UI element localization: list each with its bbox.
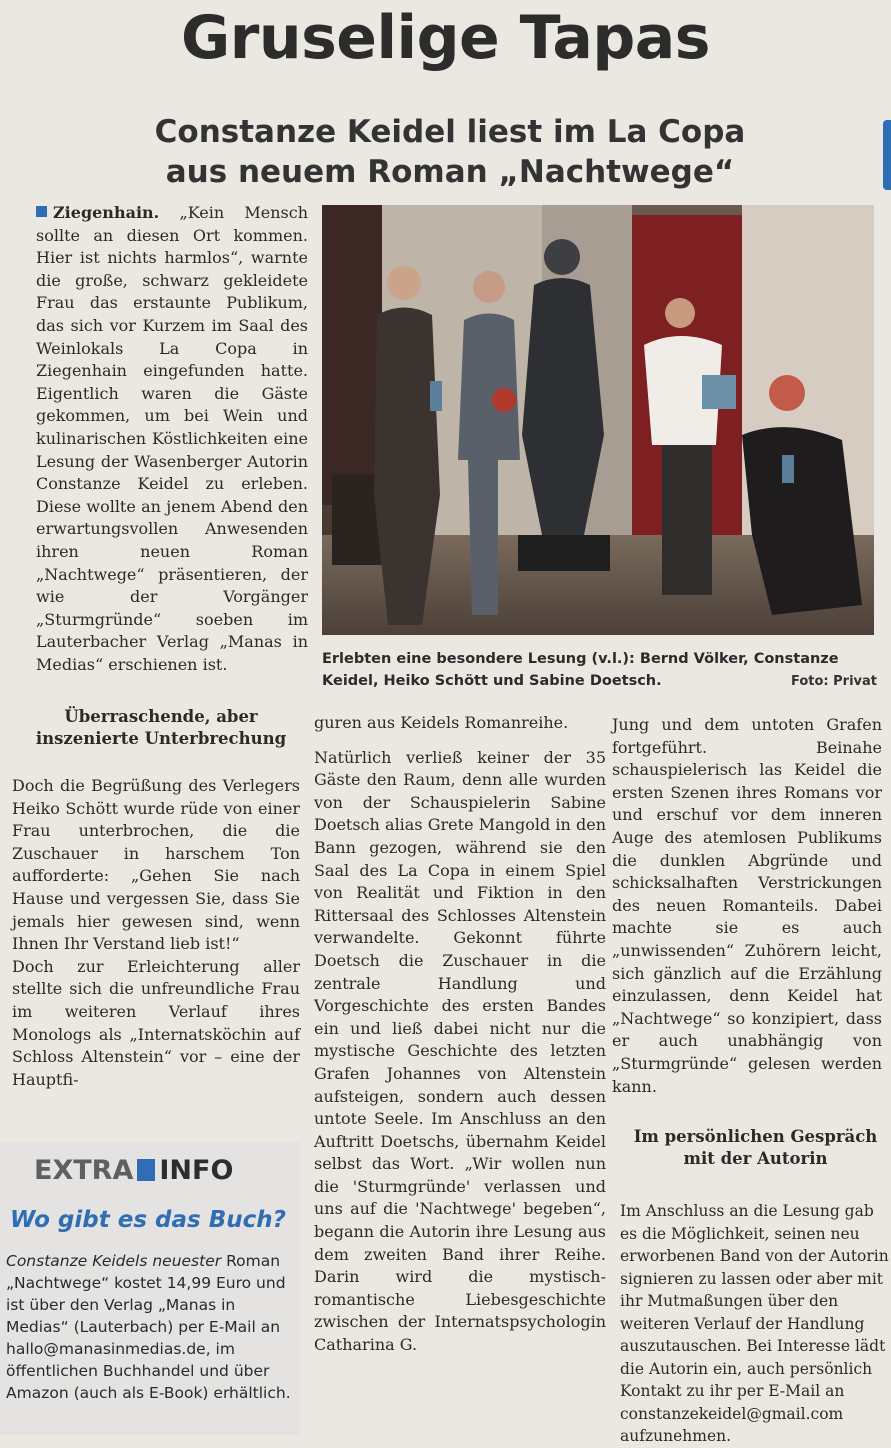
column3-paragraph-1: Jung und dem untoten Grafen fortgeführt. Beinahe schauspielerisch las Keidel die ersten Szenen ihres Romans vor und erschuf vor dem inneren Auge des atemlosen Publikums die dunklen Abgründe und schicksalhaften Verstrickungen des neuen Romanteils. Dabei machte sie es auch „unwissenden“ Zuhörern leicht, sich gänzlich auf die Erzählung einzulassen, denn Keidel hat „Nachtwege“ so konzipiert, dass er auch unabhängig von „Sturmgründe“ gelesen werden kann. [612,715,882,1096]
extra-info-text-italic: Constanze Keidels neuester [6,1252,222,1270]
dateline: Ziegenhain. [53,203,160,222]
section1-paragraph-1: Doch die Begrüßung des Verlegers Heiko Schött wurde rüde von einer Frau unterbrochen, die die Zuschauer in harschem Ton aufforderte: „Gehen Sie nach Hause und vergessen Sie, dass Sie jemals hier gewesen sind, wenn Ihnen Ihr Verstand lieb ist!“ [12,776,300,954]
column-4 [620,1200,891,1445]
photo-illustration [322,205,874,635]
section2-heading: Im persönlichen Gespräch mit der Autorin [633,1127,878,1168]
column2-paragraph-0: guren aus Keidels Romanreihe. [314,713,569,732]
extra-info-text [6,1250,296,1404]
extra-info-header [34,1155,233,1186]
intro-paragraph [36,202,308,676]
headline: Gruselige Tapas [181,3,710,73]
extra-info-text-body: Roman „Nachtwege“ kostet 14,99 Euro und ist über den Verlag „Manas in Medias“ (Lauterbach) per E-Mail an hallo@manasinmedias.de, im öffentlichen Buchhandel und über Amazon (auch als E-Book) erhältlich. [6,1252,291,1402]
extra-label: EXTRA [34,1155,134,1186]
intro-text: „Kein Mensch sollte an diesen Ort kommen. Hier ist nichts harmlos“, warnte die große, schwarz gekleidete Frau das erstaunte Publikum, das sich vor Kurzem im Saal des Weinlokals La Copa in Ziegenhain eingefunden hatte. Eigentlich waren die Gäste gekommen, um bei Wein und kulinarischen Köstlichkeiten eine Lesung der Wasenberger Autorin Constanze Keidel zu erleben. Diese wollte an jenem Abend den erwartungsvollen Anwesenden ihren neuen Roman „Nachtwege“ präsentieren, der wie der Vorgänger „Sturmgründe“ soeben im Lauterbacher Verlag „Manas in Medias“ erschienen ist. [36,203,308,674]
section2-paragraph-1: Im Anschluss an die Lesung gab es die Möglichkeit, seinen neu erworbenen Band von der Autorin signieren zu lassen oder aber mit ihr Mutmaßungen über den weiteren Verlauf der Handlung auszutauschen. Bei Interesse lädt die Autorin ein, auch persönlich Kontakt zu ihr per E-Mail an constanzekeidel@gmail.com aufzunehmen. [620,1202,889,1445]
column-2 [314,712,606,1357]
subheadline [60,112,840,192]
section1-paragraph-2: Doch zur Erleichterung aller stellte sich die unfreundliche Frau im weiteren Verlauf ihres Monologs als „Internatsköchin auf Schloss Altenstein“ vor – eine der Hauptfi- [12,956,300,1089]
subheadline-line-2: aus neuem Roman „Nachtwege“ [165,154,735,190]
column2-paragraph-1: Natürlich verließ keiner der 35 Gäste den Raum, denn alle wurden von der Schauspielerin Sabine Doetsch alias Grete Mangold in den Bann gezogen, während sie den Saal des La Copa in einem Spiel von Realität und Fiktion in den Rittersaal des Schlosses Altenstein verwandelte. Gekonnt führte Doetsch die Zuschauer in die zentrale Handlung und Vorgeschichte des ersten Bandes ein und ließ dabei nicht nur die mystische Geschichte des letzten Grafen Johannes von Altenstein aufsteigen, sondern auch dessen untote Seele. Im Anschluss an den Auftritt Doetschs, übernahm Keidel selbst das Wort. „Wir wollen nun die 'Sturmgründe' verlassen und uns auf die 'Nachtwege' begeben“, begann die Autorin ihre Lesung aus dem zweiten Band ihrer Reihe. Darin wird die mystisch-romantische Liebesgeschichte zwischen der Internatspsychologin Catharina G. [314,747,606,1355]
section1-heading: Überraschende, aber inszenierte Unterbrechung [35,707,287,748]
info-label: INFO [159,1155,234,1186]
subheadline-line-1: Constanze Keidel liest im La Copa [154,114,746,150]
column-1 [12,775,300,1091]
article-photo [322,205,874,635]
photo-credit: Foto: Privat [790,674,877,689]
photo-caption: Erlebten eine besondere Lesung (v.l.): Bernd Völker, Constanze Keidel, Heiko Schött und Sabine Doetsch. [322,651,839,689]
column-3 [612,714,882,1098]
info-square-icon [137,1159,155,1181]
extra-info-question: Wo gibt es das Buch? [10,1207,286,1233]
edge-color-tab [883,120,891,190]
section-marker-icon [36,206,47,217]
